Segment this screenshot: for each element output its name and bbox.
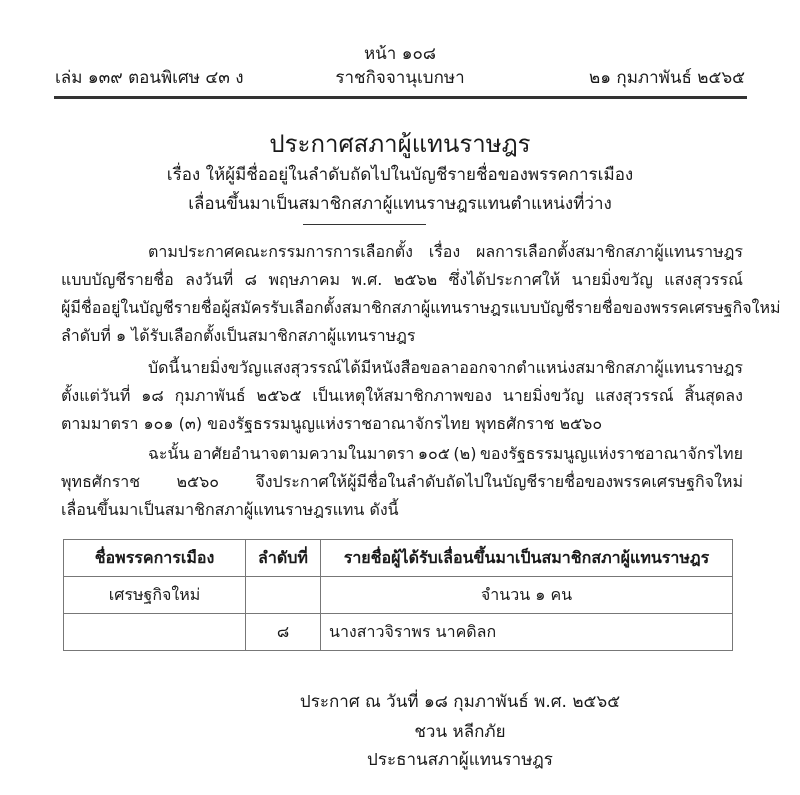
text-line: ตามมาตรา ๑๐๑ (๓) ของรัฐธรรมนูญแห่งราชอาณาจักรไทย พุทธศักราช ๒๕๖๐ [61,414,603,433]
announcement-date: ประกาศ ณ วันที่ ๑๘ กุมภาพันธ์ พ.ศ. ๒๕๖๕ [299,692,621,712]
text-line: ลำดับที่ ๑ ได้รับเลือกตั้งเป็นสมาชิกสภาผู้แทนราษฎร [61,326,416,345]
cell-party: เศรษฐกิจใหม่ [64,577,246,614]
paragraph-1 [61,238,781,350]
title-divider [303,224,426,225]
column-header-party: ชื่อพรรคการเมือง [64,540,246,577]
members-table [63,539,733,651]
table-row [64,577,733,614]
announcement-title: ประกาศสภาผู้แทนราษฎร [269,130,531,158]
gazette-date: ๒๑ กุมภาพันธ์ ๒๕๖๕ [589,68,745,88]
text-line: แบบบัญชีรายชื่อ ลงวันที่ ๘ พฤษภาคม พ.ศ. ๒๕๖๒ ซึ่งได้ประกาศให้ นายมิ่งขวัญ แสงสุวรรณ์ [61,270,743,289]
subject-line-1: เรื่อง ให้ผู้มีชื่ออยู่ในลำดับถัดไปในบัญชีรายชื่อของพรรคการเมือง [166,165,634,185]
gazette-volume: เล่ม ๑๓๙ ตอนพิเศษ ๔๓ ง [55,68,244,88]
signatory-position: ประธานสภาผู้แทนราษฎร [367,750,553,770]
text-line: ตั้งแต่วันที่ ๑๘ กุมภาพันธ์ ๒๕๖๕ เป็นเหตุให้สมาชิกภาพของ นายมิ่งขวัญ แสงสุวรรณ์ สิ้นสุดลง [61,386,743,405]
table-header-row [64,540,733,577]
column-header-name: รายชื่อผู้ได้รับเลื่อนขึ้นมาเป็นสมาชิกสภาผู้แทนราษฎร [321,540,733,577]
header-rule [54,96,747,99]
text-line: ฉะนั้น อาศัยอำนาจตามความในมาตรา ๑๐๕ (๒) ของรัฐธรรมนูญแห่งราชอาณาจักรไทย [148,444,743,463]
text-line: เลื่อนขึ้นมาเป็นสมาชิกสภาผู้แทนราษฎรแทน ดังนี้ [61,500,399,519]
cell-name: นางสาวจิราพร นาคดิลก [321,614,733,651]
cell-rank [246,577,321,614]
signatory-name: ชวน หลีกภัย [414,722,506,742]
column-header-rank: ลำดับที่ [246,540,321,577]
subject-line-2: เลื่อนขึ้นมาเป็นสมาชิกสภาผู้แทนราษฎรแทนตำแหน่งที่ว่าง [188,194,612,214]
cell-rank: ๘ [246,614,321,651]
cell-name: จำนวน ๑ คน [321,577,733,614]
text-line: บัดนี้ นายมิ่งขวัญ แสงสุวรรณ์ ได้มีหนังสือขอลาออกจากตำแหน่งสมาชิกสภาผู้แทนราษฎร [148,358,743,377]
text-line: พุทธศักราช ๒๕๖๐ จึงประกาศให้ผู้มีชื่อในลำดับถัดไปในบัญชีรายชื่อของพรรคเศรษฐกิจใหม่ [61,472,743,491]
gazette-name: ราชกิจจานุเบกษา [335,68,465,88]
text-line: ผู้มีชื่ออยู่ในบัญชีรายชื่อผู้สมัครรับเลือกตั้งสมาชิกสภาผู้แทนราษฎรแบบบัญชีรายชื่อของพรรคเศรษฐกิจใหม่ [61,298,781,317]
table-row [64,614,733,651]
paragraph-2 [61,354,743,438]
cell-party [64,614,246,651]
paragraph-3 [61,440,743,524]
page-number: หน้า ๑๐๘ [363,44,437,64]
text-line: ตามประกาศคณะกรรมการการเลือกตั้ง เรื่อง ผลการเลือกตั้งสมาชิกสภาผู้แทนราษฎร [148,242,743,261]
